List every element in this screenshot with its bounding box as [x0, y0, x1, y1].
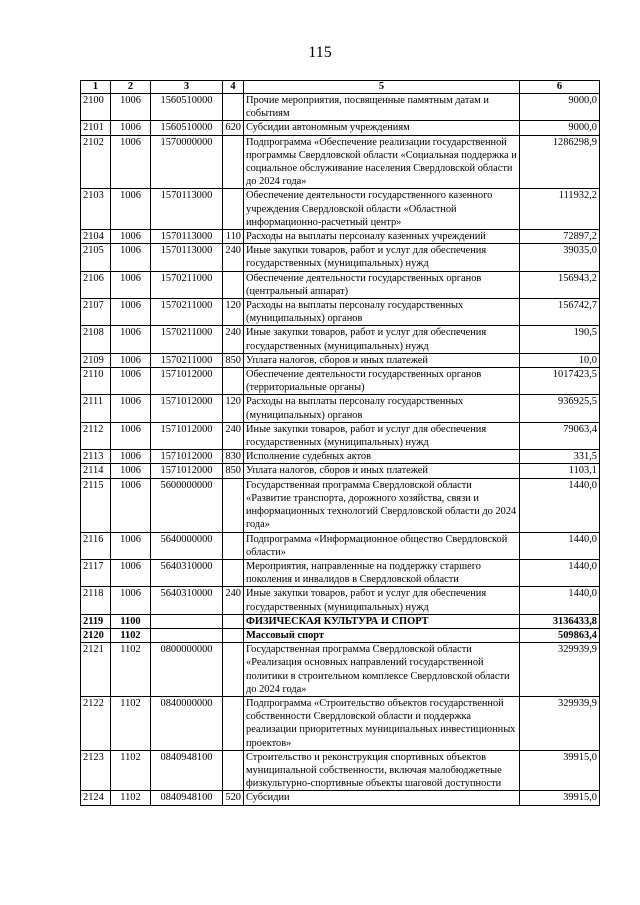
item-name: Строительство и реконструкция спортивных объектов муниципальной собственности, включая малобюджетные физкультурно-спортивные объекты шаговой доступности — [244, 750, 520, 791]
expense-type-code: 110 — [223, 230, 244, 244]
table-row — [81, 135, 600, 189]
item-name: Расходы на выплаты персоналу казенных учреждений — [244, 230, 520, 244]
target-article-code — [151, 628, 223, 642]
target-article-code: 5640000000 — [151, 532, 223, 559]
target-article-code: 1570113000 — [151, 189, 223, 230]
section-code: 1006 — [111, 121, 151, 135]
table-row — [81, 464, 600, 478]
table-row — [81, 244, 600, 271]
amount: 1440,0 — [520, 559, 600, 586]
target-article-code: 0800000000 — [151, 643, 223, 697]
item-name: Субсидии — [244, 791, 520, 805]
item-name: Уплата налогов, сборов и иных платежей — [244, 353, 520, 367]
expense-type-code: 620 — [223, 121, 244, 135]
table-row — [81, 614, 600, 628]
expense-type-code: 850 — [223, 353, 244, 367]
item-name: Государственная программа Свердловской области «Развитие транспорта, дорожного хозяйства, связи и информационных технологий Свердловской области до 2024 года» — [244, 478, 520, 532]
item-name: Исполнение судебных актов — [244, 450, 520, 464]
row-number: 2106 — [81, 271, 111, 298]
table-row — [81, 230, 600, 244]
row-number: 2114 — [81, 464, 111, 478]
amount: 329939,9 — [520, 696, 600, 750]
amount: 936925,5 — [520, 395, 600, 422]
section-code: 1102 — [111, 628, 151, 642]
row-number: 2105 — [81, 244, 111, 271]
item-name: ФИЗИЧЕСКАЯ КУЛЬТУРА И СПОРТ — [244, 614, 520, 628]
item-name: Государственная программа Свердловской области «Реализация основных направлений государственной политики в строительном комплексе Свердловской области до 2024 года» — [244, 643, 520, 697]
row-number: 2119 — [81, 614, 111, 628]
column-header-5: 5 — [244, 81, 520, 94]
row-number: 2103 — [81, 189, 111, 230]
item-name: Субсидии автономным учреждениям — [244, 121, 520, 135]
section-code: 1006 — [111, 450, 151, 464]
item-name: Иные закупки товаров, работ и услуг для обеспечения государственных (муниципальных) нужд — [244, 422, 520, 449]
column-header-1: 1 — [81, 81, 111, 94]
target-article-code: 1571012000 — [151, 368, 223, 395]
table-row — [81, 791, 600, 805]
target-article-code: 1570211000 — [151, 271, 223, 298]
section-code: 1006 — [111, 587, 151, 614]
section-code: 1006 — [111, 299, 151, 326]
target-article-code: 1570211000 — [151, 326, 223, 353]
section-code: 1102 — [111, 643, 151, 697]
row-number: 2109 — [81, 353, 111, 367]
expense-type-code — [223, 189, 244, 230]
expense-type-code — [223, 628, 244, 642]
item-name: Обеспечение деятельности государственных органов (центральный аппарат) — [244, 271, 520, 298]
page-number: 115 — [308, 44, 332, 61]
row-number: 2104 — [81, 230, 111, 244]
row-number: 2115 — [81, 478, 111, 532]
table-row — [81, 121, 600, 135]
expense-type-code — [223, 532, 244, 559]
table-row — [81, 189, 600, 230]
amount: 156742,7 — [520, 299, 600, 326]
section-code: 1006 — [111, 353, 151, 367]
amount: 1440,0 — [520, 478, 600, 532]
expense-type-code — [223, 271, 244, 298]
column-header-2: 2 — [111, 81, 151, 94]
table-row — [81, 587, 600, 614]
expense-type-code — [223, 750, 244, 791]
section-code: 1100 — [111, 614, 151, 628]
expense-type-code — [223, 559, 244, 586]
item-name: Иные закупки товаров, работ и услуг для обеспечения государственных (муниципальных) нужд — [244, 244, 520, 271]
row-number: 2100 — [81, 94, 111, 121]
target-article-code: 1571012000 — [151, 450, 223, 464]
amount: 1440,0 — [520, 532, 600, 559]
expense-type-code: 850 — [223, 464, 244, 478]
section-code: 1006 — [111, 464, 151, 478]
row-number: 2102 — [81, 135, 111, 189]
amount: 509863,4 — [520, 628, 600, 642]
table-row — [81, 532, 600, 559]
item-name: Расходы на выплаты персоналу государственных (муниципальных) органов — [244, 299, 520, 326]
expense-type-code: 240 — [223, 422, 244, 449]
section-code: 1006 — [111, 271, 151, 298]
table-row — [81, 422, 600, 449]
row-number: 2101 — [81, 121, 111, 135]
expense-type-code: 520 — [223, 791, 244, 805]
row-number: 2121 — [81, 643, 111, 697]
budget-table — [80, 80, 600, 806]
target-article-code: 1570211000 — [151, 353, 223, 367]
amount: 9000,0 — [520, 94, 600, 121]
target-article-code: 1571012000 — [151, 395, 223, 422]
section-code: 1006 — [111, 395, 151, 422]
expense-type-code — [223, 368, 244, 395]
table-row — [81, 478, 600, 532]
row-number: 2113 — [81, 450, 111, 464]
section-code: 1006 — [111, 244, 151, 271]
section-code: 1006 — [111, 422, 151, 449]
amount: 3136433,8 — [520, 614, 600, 628]
item-name: Подпрограмма «Обеспечение реализации государственной программы Свердловской области «Социальная поддержка и социальное обслуживание населения Свердловской области до 2024 года» — [244, 135, 520, 189]
column-header-4: 4 — [223, 81, 244, 94]
amount: 156943,2 — [520, 271, 600, 298]
target-article-code: 5600000000 — [151, 478, 223, 532]
item-name: Расходы на выплаты персоналу государственных (муниципальных) органов — [244, 395, 520, 422]
row-number: 2116 — [81, 532, 111, 559]
amount: 39915,0 — [520, 750, 600, 791]
section-code: 1006 — [111, 478, 151, 532]
table-row — [81, 94, 600, 121]
expense-type-code — [223, 135, 244, 189]
table-row — [81, 750, 600, 791]
item-name: Обеспечение деятельности государственного казенного учреждения Свердловской области «Областной информационно-расчетный центр» — [244, 189, 520, 230]
row-number: 2120 — [81, 628, 111, 642]
table-row — [81, 299, 600, 326]
row-number: 2124 — [81, 791, 111, 805]
section-code: 1006 — [111, 532, 151, 559]
item-name: Подпрограмма «Строительство объектов государственной собственности Свердловской области и поддержка реализации приоритетных муниципальных инвестиционных проектов» — [244, 696, 520, 750]
table-row — [81, 628, 600, 642]
item-name: Массовый спорт — [244, 628, 520, 642]
section-code: 1102 — [111, 750, 151, 791]
amount: 111932,2 — [520, 189, 600, 230]
amount: 1440,0 — [520, 587, 600, 614]
section-code: 1006 — [111, 189, 151, 230]
section-code: 1006 — [111, 135, 151, 189]
table-row — [81, 559, 600, 586]
item-name: Уплата налогов, сборов и иных платежей — [244, 464, 520, 478]
target-article-code: 1570113000 — [151, 230, 223, 244]
amount: 39035,0 — [520, 244, 600, 271]
amount: 72897,2 — [520, 230, 600, 244]
target-article-code: 5640310000 — [151, 559, 223, 586]
item-name: Иные закупки товаров, работ и услуг для обеспечения государственных (муниципальных) нужд — [244, 326, 520, 353]
amount: 190,5 — [520, 326, 600, 353]
item-name: Обеспечение деятельности государственных органов (территориальные органы) — [244, 368, 520, 395]
table-row — [81, 271, 600, 298]
expense-type-code: 240 — [223, 326, 244, 353]
column-header-6: 6 — [520, 81, 600, 94]
target-article-code: 1560510000 — [151, 121, 223, 135]
row-number: 2123 — [81, 750, 111, 791]
target-article-code: 1570113000 — [151, 244, 223, 271]
expense-type-code: 240 — [223, 244, 244, 271]
item-name: Прочие мероприятия, посвященные памятным датам и событиям — [244, 94, 520, 121]
section-code: 1006 — [111, 368, 151, 395]
amount: 1286298,9 — [520, 135, 600, 189]
target-article-code: 1571012000 — [151, 464, 223, 478]
amount: 329939,9 — [520, 643, 600, 697]
target-article-code: 1570000000 — [151, 135, 223, 189]
table-header-row — [81, 81, 600, 94]
table-body — [81, 94, 600, 806]
item-name: Мероприятия, направленные на поддержку старшего поколения и инвалидов в Свердловской области — [244, 559, 520, 586]
target-article-code: 1560510000 — [151, 94, 223, 121]
expense-type-code — [223, 478, 244, 532]
amount: 1017423,5 — [520, 368, 600, 395]
expense-type-code — [223, 643, 244, 697]
amount: 79063,4 — [520, 422, 600, 449]
target-article-code: 0840000000 — [151, 696, 223, 750]
row-number: 2110 — [81, 368, 111, 395]
row-number: 2107 — [81, 299, 111, 326]
target-article-code — [151, 614, 223, 628]
target-article-code: 0840948100 — [151, 750, 223, 791]
expense-type-code: 240 — [223, 587, 244, 614]
item-name: Подпрограмма «Информационное общество Свердловской области» — [244, 532, 520, 559]
table-row — [81, 395, 600, 422]
section-code: 1006 — [111, 94, 151, 121]
amount: 39915,0 — [520, 791, 600, 805]
section-code: 1102 — [111, 696, 151, 750]
expense-type-code: 120 — [223, 299, 244, 326]
amount: 10,0 — [520, 353, 600, 367]
amount: 1103,1 — [520, 464, 600, 478]
row-number: 2122 — [81, 696, 111, 750]
expense-type-code — [223, 696, 244, 750]
target-article-code: 1571012000 — [151, 422, 223, 449]
section-code: 1006 — [111, 559, 151, 586]
expense-type-code: 120 — [223, 395, 244, 422]
target-article-code: 0840948100 — [151, 791, 223, 805]
table-row — [81, 326, 600, 353]
section-code: 1006 — [111, 326, 151, 353]
table-row — [81, 368, 600, 395]
row-number: 2108 — [81, 326, 111, 353]
target-article-code: 5640310000 — [151, 587, 223, 614]
amount: 331,5 — [520, 450, 600, 464]
section-code: 1006 — [111, 230, 151, 244]
item-name: Иные закупки товаров, работ и услуг для обеспечения государственных (муниципальных) нужд — [244, 587, 520, 614]
table-row — [81, 696, 600, 750]
column-header-3: 3 — [151, 81, 223, 94]
target-article-code: 1570211000 — [151, 299, 223, 326]
table-row — [81, 643, 600, 697]
expense-type-code — [223, 94, 244, 121]
section-code: 1102 — [111, 791, 151, 805]
row-number: 2111 — [81, 395, 111, 422]
table-row — [81, 450, 600, 464]
row-number: 2112 — [81, 422, 111, 449]
row-number: 2118 — [81, 587, 111, 614]
expense-type-code — [223, 614, 244, 628]
expense-type-code: 830 — [223, 450, 244, 464]
table-row — [81, 353, 600, 367]
row-number: 2117 — [81, 559, 111, 586]
amount: 9000,0 — [520, 121, 600, 135]
